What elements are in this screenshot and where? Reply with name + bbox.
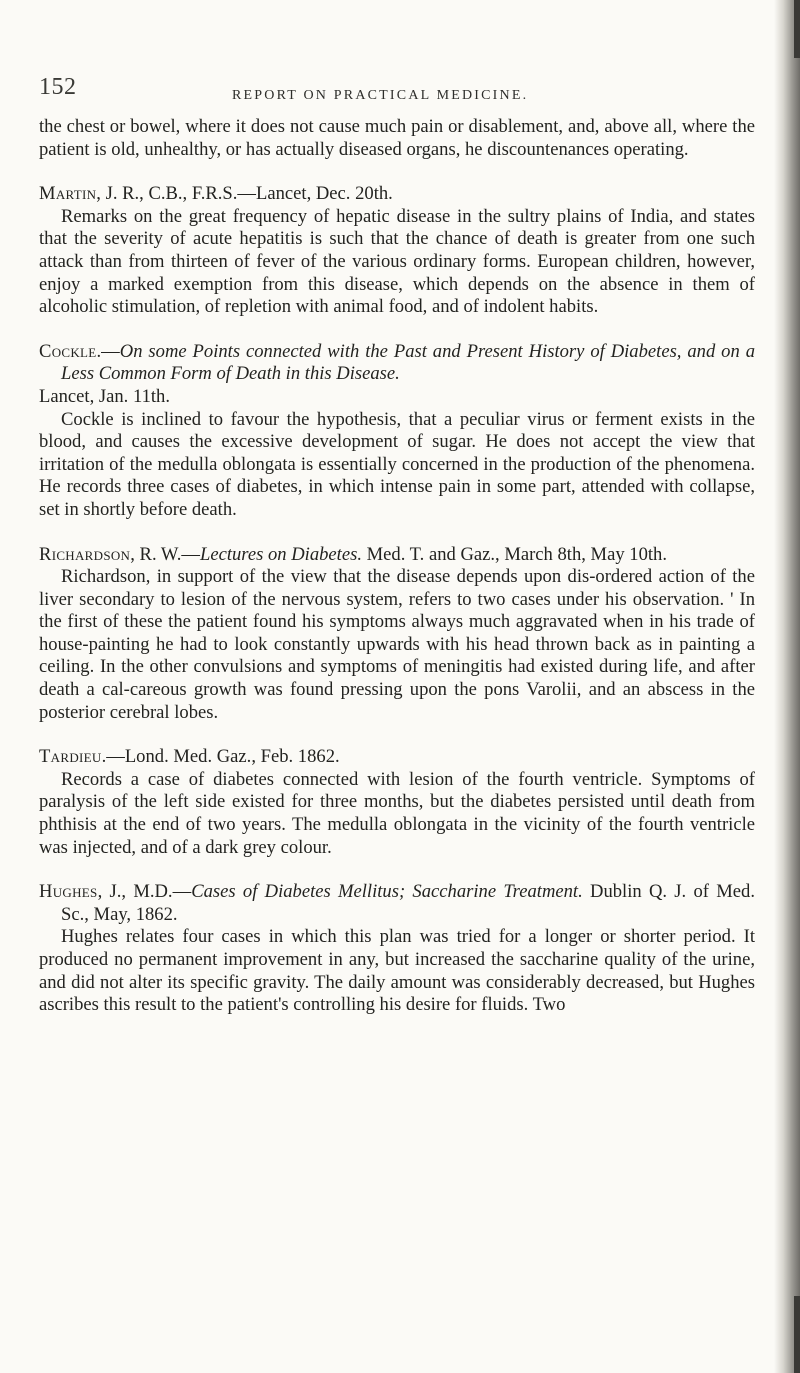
entry-title: On some Points connected with the Past and Present History of Diabetes, and on a Less Common Form of Death in this Disease. [61,340,755,385]
text-body [39,116,755,1017]
entry-heading [39,183,755,206]
entry-citation-suffix: Med. T. and Gaz., March 8th, May 10th. [361,543,667,565]
entry-hughes [39,881,755,1017]
entry-heading [39,544,755,567]
entry-citation-prefix: .— [96,340,120,362]
entry-author: Cockle [39,340,97,362]
entry-author: Tardieu [39,746,102,768]
entry-richardson [39,544,755,725]
entry-citation: , J. R., C.B., F.R.S.—Lancet, Dec. 20th. [96,183,393,205]
entry-heading [39,746,755,769]
entry-summary: Richardson, in support of the view that the disease depends upon dis-ordered action of the liver secondary to lesion of the nervous system, refers to two cases under his observation. ' In the first of these the patient found his symptoms always much aggravated when in his trade of house-painting he had to look constantly upwards with his head thrown back as in painting a ceiling. In the other convulsions and symptoms of meningitis had existed during life, and after death a cal-careous growth was found pressing upon the pons Varolii, and an abscess in the posterior cerebral lobes. [39,566,755,723]
page-edge-mark-top [794,0,800,58]
entry-author: Martin [39,183,97,205]
entry-tardieu [39,746,755,859]
entry-heading [39,881,755,926]
entry-martin [39,183,755,319]
continued-paragraph: the chest or bowel, where it does not cause much pain or disablement, and, above all, where the patient is old, unhealthy, or has actually diseased organs, he discountenances operating. [39,116,755,160]
entry-summary: Cockle is inclined to favour the hypothesis, that a peculiar virus or ferment exists in the blood, and causes the excessive development of sugar. He does not accept the view that irritation of the medulla oblongata is essentially concerned in the production of the phenomena. He records three cases of diabetes, in which intense pain in some part, attended with collapse, set in shortly before death. [39,408,755,520]
entry-citation-prefix: , R. W.— [130,543,200,565]
entry-author: Hughes [39,881,98,903]
entry-citation: .—Lond. Med. Gaz., Feb. 1862. [101,746,340,768]
entry-author: Richardson [39,543,131,565]
entry-cockle [39,341,755,522]
entry-heading [39,341,755,409]
page-edge-mark-bottom [794,1296,800,1373]
entry-title: Cases of Diabetes Mellitus; Saccharine Treatment. [191,881,583,903]
entry-source: Lancet, Jan. 11th. [39,385,170,407]
entry-citation-prefix: , J., M.D.— [97,881,192,903]
entry-summary: Hughes relates four cases in which this plan was tried for a longer or shorter period. It produced no permanent improvement in any, but increased the saccharine quality of the urine, and did not alter its specific gravity. The daily amount was considerably decreased, but Hughes ascribes this result to the patient's controlling his desire for fluids. Two [39,926,755,1016]
entry-title: Lectures on Diabetes. [200,543,362,565]
page-edge-shadow [774,0,800,1373]
page-number: 152 [39,74,77,100]
running-head: REPORT ON PRACTICAL MEDICINE. [232,88,529,103]
entry-summary: Remarks on the great frequency of hepatic disease in the sultry plains of India, and states that the severity of acute hepatitis is such that the chance of death is greater from one such attack than from thirteen of fever of the various ordinary forms. European children, however, enjoy a marked exemption from this disease, which depends on the absence in them of alcoholic stimulation, of repletion with animal food, and of indolent habits. [39,205,755,318]
entry-citation-suffix: Dublin Q. J. of Med. Sc., May, 1862. [61,881,755,925]
entry-summary: Records a case of diabetes connected with lesion of the fourth ventricle. Symptoms of paralysis of the left side existed for three months, but the diabetes persisted until death from phthisis at the end of two years. The medulla oblongata in the vicinity of the fourth ventricle was injected, and of a dark grey colour. [39,768,755,858]
